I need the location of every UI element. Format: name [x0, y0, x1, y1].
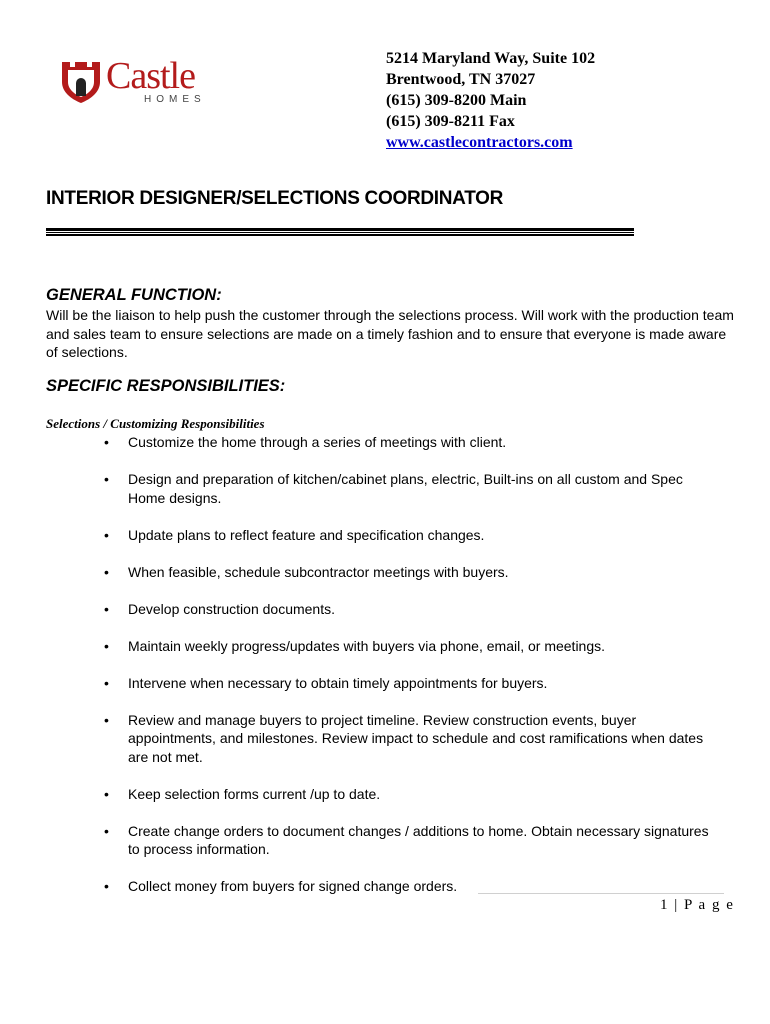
document-title: INTERIOR DESIGNER/SELECTIONS COORDINATOR — [46, 188, 504, 209]
list-item: • Keep selection forms current /up to date. — [102, 785, 722, 804]
phone-main: (615) 309-8200 Main — [386, 92, 527, 109]
list-item: • Review and manage buyers to project timeline. Review construction events, buyer appointments, and milestones. Review impact to schedule and cost ramifications when dates are not met. — [102, 711, 722, 767]
list-item: • Develop construction documents. — [102, 600, 722, 619]
logo-subtitle: HOMES — [144, 94, 206, 105]
list-item: • Intervene when necessary to obtain timely appointments for buyers. — [102, 674, 722, 693]
footer-divider — [478, 893, 724, 894]
general-function-heading: GENERAL FUNCTION: — [46, 286, 222, 304]
list-item: • Collect money from buyers for signed change orders. — [102, 877, 722, 896]
castle-shield-icon — [60, 58, 102, 104]
address-line-1: 5214 Maryland Way, Suite 102 — [386, 50, 596, 67]
general-function-text: Will be the liaison to help push the customer through the selections process. Will work with the production team and sales team to ensure selections are made on a timely fashion and to ensure that everyone is made aware of selections. — [46, 307, 734, 360]
list-item: • Maintain weekly progress/updates with buyers via phone, email, or meetings. — [102, 637, 722, 656]
list-item: • Customize the home through a series of meetings with client. — [102, 433, 722, 452]
company-logo — [60, 55, 220, 110]
phone-fax: (615) 309-8211 Fax — [386, 113, 515, 130]
list-item: • Design and preparation of kitchen/cabinet plans, electric, Built-ins on all custom and Spec Home designs. — [102, 470, 722, 507]
specific-responsibilities-heading: SPECIFIC RESPONSIBILITIES: — [46, 377, 286, 395]
address-line-2: Brentwood, TN 37027 — [386, 71, 536, 88]
company-address — [386, 48, 595, 153]
title-divider — [46, 228, 634, 236]
list-item: • Update plans to reflect feature and specification changes. — [102, 526, 722, 545]
selections-subheading: Selections / Customizing Responsibilities — [46, 416, 265, 431]
responsibilities-list — [102, 433, 722, 914]
list-item: • Create change orders to document changes / additions to home. Obtain necessary signatures to process information. — [102, 822, 722, 859]
page-number: 1 | P a g e — [660, 897, 735, 913]
website-link[interactable]: www.castlecontractors.com — [386, 134, 573, 151]
logo-wordmark: Castle — [106, 55, 195, 97]
list-item: • When feasible, schedule subcontractor meetings with buyers. — [102, 563, 722, 582]
